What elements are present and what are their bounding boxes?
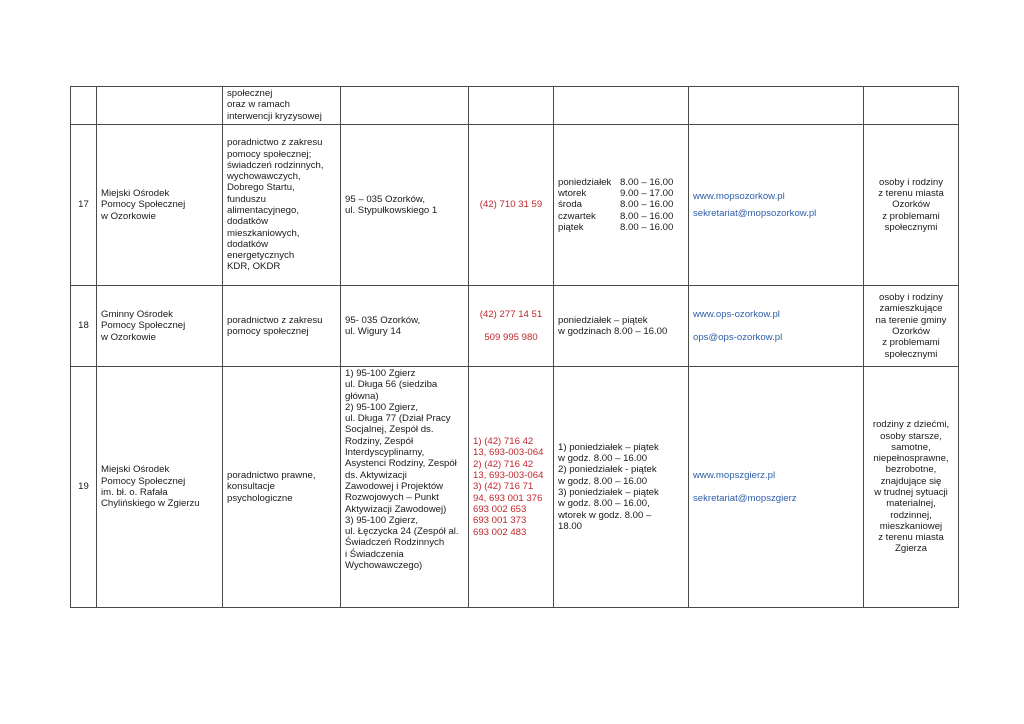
hours-entry [558, 188, 684, 199]
hours-day: poniedziałek [558, 176, 612, 188]
address-line: 95- 035 Ozorków, [345, 314, 421, 326]
target-line: Ozorków [892, 326, 930, 337]
hours-entry [558, 222, 684, 233]
address-line: ds. Aktywizacji [345, 469, 407, 481]
address-line: ul. Stypułkowskiego 1 [345, 205, 438, 216]
hours-line: w godz. 8.00 – 16.00, [558, 498, 650, 510]
services-line: oraz w ramach [227, 99, 290, 111]
target-line: w trudnej sytuacji [874, 487, 948, 498]
website-link[interactable]: www.ops-ozorkow.pl [693, 309, 780, 321]
table-row-17 [71, 125, 959, 286]
cell-institution-name [97, 125, 223, 286]
target-line: z problemami [882, 337, 940, 349]
hours-line: w godz. 8.00 – 16.00 [558, 475, 648, 487]
institution-name-line: w Ozorkowie [101, 331, 156, 343]
phone-number[interactable]: 693 001 373 [473, 515, 527, 527]
phone-number[interactable]: 94, 693 001 376 [473, 492, 543, 504]
institution-name-line: Chylińskiego w Zgierzu [101, 498, 200, 510]
target-line: rodzinnej, [890, 509, 932, 521]
address-line: Świadczeń Rodzinnych [345, 537, 445, 549]
address-line: ul. Długa 77 (Dział Pracy [345, 413, 451, 425]
cell-services [223, 125, 341, 286]
row-number: 17 [71, 125, 97, 286]
phone-number[interactable]: 13, 693-003-064 [473, 447, 544, 459]
row-number: 19 [71, 367, 97, 608]
services-line: pomocy społecznej; [227, 148, 312, 160]
cell-address [341, 286, 469, 367]
target-line: osoby starsze, [880, 430, 942, 442]
phone-number[interactable]: 2) (42) 716 42 [473, 458, 534, 470]
target-line: bezrobotne, [885, 464, 937, 476]
target-line: rodziny z dziećmi, [872, 419, 950, 431]
website-link[interactable]: www.mopsozorkow.pl [693, 190, 785, 202]
cell-phone [469, 286, 554, 367]
hours-line: w godz. 8.00 – 16.00 [558, 453, 648, 465]
phone-number[interactable]: 1) (42) 716 42 [473, 436, 534, 448]
address-line: Socjalnej, Zespół ds. [345, 424, 434, 436]
address-line: 1) 95-100 Zgierz [345, 368, 416, 379]
hours-time: 8.00 – 16.00 [620, 221, 674, 233]
hours-line: poniedziałek – piątek [558, 314, 648, 326]
address-line: ul. Długa 56 (siedziba [345, 379, 438, 391]
phone-number[interactable]: 693 002 483 [473, 526, 527, 538]
cell-address [341, 125, 469, 286]
services-line: alimentacyjnego, [227, 205, 299, 216]
institution-name-line: w Ozorkowie [101, 210, 156, 222]
table-row-19 [71, 367, 959, 608]
hours-line: wtorek w godz. 8.00 – [558, 509, 652, 521]
institution-name-line: im. bł. o. Rafała [101, 487, 168, 498]
address-line: Zawodowej i Projektów [345, 480, 444, 492]
table-row-continuation [71, 87, 959, 125]
hours-line: w godzinach 8.00 – 16.00 [558, 326, 668, 337]
address-line: ul. Łęczycka 24 (Zespół al. [345, 526, 459, 538]
cell-contact [689, 125, 864, 286]
target-line: samotne, [891, 441, 931, 453]
cell-target-group [864, 125, 959, 286]
document-page [70, 86, 958, 608]
institution-name-line: Pomocy Społecznej [101, 320, 186, 332]
services-line: funduszu [227, 193, 266, 205]
address-line: i Świadczenia [345, 548, 404, 560]
target-line: mieszkaniowej [879, 520, 943, 532]
cell-hours-empty [554, 87, 689, 125]
services-line: Dobrego Startu, [227, 182, 295, 194]
hours-entry [558, 211, 684, 222]
address-line: 95 – 035 Ozorków, [345, 193, 425, 205]
services-line: poradnictwo z zakresu [227, 314, 323, 326]
services-line: dodatków [227, 216, 269, 228]
address-line: ul. Wigury 14 [345, 326, 401, 337]
cell-hours [554, 367, 689, 608]
cell-number-empty [71, 87, 97, 125]
target-line: społecznymi [884, 348, 938, 360]
institution-name-line: Miejski Ośrodek [101, 188, 170, 200]
institution-name-line: Pomocy Społecznej [101, 475, 186, 487]
address-line: Aktywizacji Zawodowej) [345, 503, 447, 515]
target-line: osoby i rodziny [879, 176, 943, 188]
address-line: 3) 95-100 Zgierz, [345, 514, 419, 526]
cell-address [341, 367, 469, 608]
services-line: konsultacje [227, 481, 275, 493]
hours-entry [558, 177, 684, 188]
hours-day: piątek [558, 221, 584, 233]
cell-contact-empty [689, 87, 864, 125]
target-line: na terenie gminy [875, 314, 947, 326]
institution-name-line: Miejski Ośrodek [101, 464, 170, 476]
email-link[interactable]: sekretariat@mopsozorkow.pl [693, 208, 817, 219]
address-line: Asystenci Rodziny, Zespół [345, 458, 457, 470]
website-link[interactable]: www.mopszgierz.pl [693, 470, 776, 482]
services-line: poradnictwo prawne, [227, 470, 316, 482]
phone-number[interactable]: 3) (42) 716 71 [473, 481, 534, 493]
cell-services [223, 87, 341, 125]
services-line: KDR, OKDR [227, 261, 281, 273]
address-line: Wychowawczego) [345, 560, 423, 572]
target-line: z problemami [882, 210, 940, 222]
hours-line: 1) poniedziałek – piątek [558, 441, 659, 453]
services-line: poradnictwo z zakresu [227, 137, 323, 149]
target-line: z terenu miasta [878, 532, 944, 544]
cell-hours [554, 286, 689, 367]
services-line: interwencji kryzysowej [227, 110, 322, 122]
phone-number[interactable]: 509 995 980 [484, 331, 538, 343]
target-line: społecznymi [884, 221, 938, 233]
hours-entry [558, 199, 684, 210]
services-line: energetycznych [227, 250, 295, 262]
target-line: znajdujące się [880, 475, 942, 487]
hours-time: 8.00 – 16.00 [620, 176, 674, 188]
hours-time: 8.00 – 16.00 [620, 210, 674, 222]
cell-target-group [864, 286, 959, 367]
hours-time: 9.00 – 17.00 [620, 188, 674, 200]
services-line: psychologiczne [227, 492, 293, 504]
target-line: zamieszkujące [879, 303, 943, 315]
hours-day: wtorek [558, 188, 587, 200]
address-line: Rozwojowych – Punkt [345, 492, 439, 504]
cell-phone-empty [469, 87, 554, 125]
institutions-table [70, 86, 959, 608]
target-line: Ozorków [892, 199, 930, 211]
services-line: społecznej [227, 88, 273, 99]
address-line: Interdyscyplinarny, [345, 447, 425, 459]
cell-phone [469, 125, 554, 286]
cell-services [223, 367, 341, 608]
services-line: pomocy społecznej [227, 326, 309, 337]
phone-number[interactable]: 693 002 653 [473, 503, 527, 515]
cell-contact [689, 367, 864, 608]
target-line: Zgierza [895, 543, 927, 555]
hours-line: 3) poniedziałek – piątek [558, 487, 659, 498]
hours-day: czwartek [558, 210, 596, 222]
target-line: niepełnosprawne, [873, 453, 949, 465]
target-line: osoby i rodziny [879, 292, 943, 304]
table-row-18 [71, 286, 959, 367]
hours-line: 18.00 [558, 520, 583, 532]
target-line: materialnej, [886, 498, 936, 510]
cell-target-empty [864, 87, 959, 125]
row-number: 18 [71, 286, 97, 367]
address-line: 2) 95-100 Zgierz, [345, 401, 419, 413]
hours-time: 8.00 – 16.00 [620, 199, 674, 211]
cell-target-group [864, 367, 959, 608]
services-line: wychowawczych, [227, 171, 301, 183]
address-line: Rodziny, Zespół [345, 435, 414, 447]
phone-number[interactable]: (42) 710 31 59 [479, 199, 543, 211]
cell-name-empty [97, 87, 223, 125]
address-line: główna) [345, 390, 379, 402]
cell-hours [554, 125, 689, 286]
cell-services [223, 286, 341, 367]
services-line: dodatków [227, 238, 269, 250]
email-link[interactable]: ops@ops-ozorkow.pl [693, 331, 783, 343]
cell-phone [469, 367, 554, 608]
cell-institution-name [97, 367, 223, 608]
phone-number[interactable]: 13, 693-003-064 [473, 470, 544, 482]
target-line: z terenu miasta [878, 188, 944, 200]
hours-line: 2) poniedziałek - piątek [558, 464, 657, 476]
phone-number[interactable]: (42) 277 14 51 [479, 309, 543, 321]
services-line: świadczeń rodzinnych, [227, 159, 324, 171]
cell-address-empty [341, 87, 469, 125]
cell-contact [689, 286, 864, 367]
institution-name-line: Pomocy Społecznej [101, 199, 186, 211]
cell-institution-name [97, 286, 223, 367]
services-line: mieszkaniowych, [227, 227, 300, 239]
hours-day: środa [558, 199, 582, 211]
email-link[interactable]: sekretariat@mopszgierz [693, 492, 797, 504]
institution-name-line: Gminny Ośrodek [101, 309, 173, 321]
